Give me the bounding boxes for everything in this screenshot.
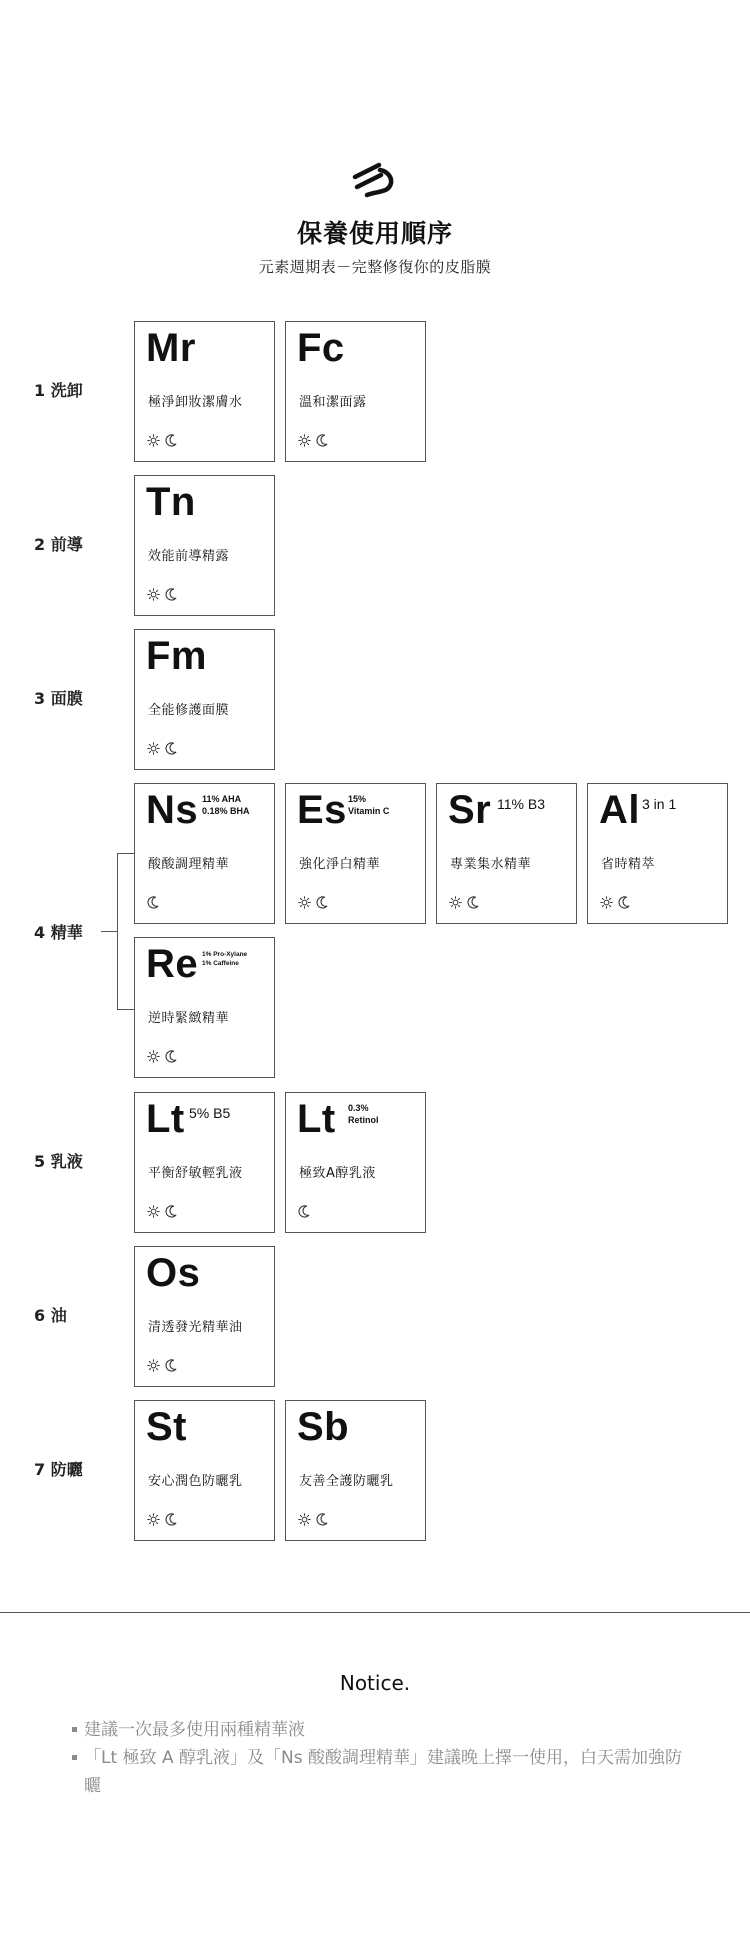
moon-icon: [147, 896, 159, 909]
serum-bracket: [117, 853, 118, 1010]
moon-icon: [165, 1050, 177, 1063]
product-card-al[interactable]: [587, 783, 728, 924]
usage-icons: [147, 1050, 177, 1063]
element-symbol: Sb: [297, 1405, 350, 1449]
step-label-prep: 2 前導: [34, 535, 83, 554]
usage-icons: [298, 1513, 328, 1526]
moon-icon: [298, 1205, 310, 1218]
notice-item: [72, 1744, 692, 1800]
usage-icons: [147, 896, 159, 909]
moon-icon: [618, 896, 630, 909]
element-symbol: Lt: [146, 1097, 185, 1141]
product-name: 清透發光精華油: [148, 1320, 243, 1335]
product-name: 溫和潔面露: [299, 395, 367, 410]
concentration-line-1: 0.3%: [348, 1103, 369, 1113]
product-name: 極致A醇乳液: [299, 1166, 376, 1181]
moon-icon: [316, 434, 328, 447]
usage-icons: [147, 434, 177, 447]
notice-title: Notice.: [339, 1671, 411, 1695]
usage-icons: [147, 588, 177, 601]
step-label-oil: 6 油: [34, 1306, 67, 1325]
product-card-lt-retinol[interactable]: [285, 1092, 426, 1233]
product-card-re[interactable]: [134, 937, 275, 1078]
concentration-line-1: 15%: [348, 794, 367, 804]
moon-icon: [316, 1513, 328, 1526]
product-card-sb[interactable]: [285, 1400, 426, 1541]
usage-icons: [298, 1205, 310, 1218]
notice-text: 「Lt 極致 A 醇乳液」及「Ns 酸酸調理精華」建議晚上擇一使用，白天需加強防曬: [84, 1748, 682, 1796]
product-name: 酸酸調理精華: [148, 857, 230, 872]
element-symbol: Fm: [146, 634, 207, 678]
sun-icon: [600, 896, 613, 909]
moon-icon: [165, 588, 177, 601]
step-label-serum: 4 精華: [34, 923, 83, 942]
concentration-label: [348, 793, 389, 817]
usage-icons: [147, 1513, 177, 1526]
concentration-label: [202, 950, 247, 968]
concentration-label: [202, 793, 250, 817]
sun-icon: [449, 896, 462, 909]
sun-icon: [147, 742, 160, 755]
format-label: 3 in 1: [642, 796, 677, 812]
brand-logo: [349, 157, 401, 205]
moon-icon: [467, 896, 479, 909]
moon-icon: [165, 1205, 177, 1218]
product-card-ns[interactable]: [134, 783, 275, 924]
concentration-line-1: 11% AHA: [202, 794, 242, 804]
product-card-mr[interactable]: [134, 321, 275, 462]
element-symbol: Os: [146, 1251, 201, 1295]
moon-icon: [165, 742, 177, 755]
usage-icons: [600, 896, 630, 909]
section-divider: [0, 1612, 750, 1613]
usage-icons: [147, 742, 177, 755]
sun-icon: [147, 434, 160, 447]
element-symbol: St: [146, 1405, 187, 1449]
product-name: 安心潤色防曬乳: [148, 1474, 243, 1489]
concentration-label: 11% B3: [497, 796, 545, 812]
concentration-line-1: 1% Pro-Xylane: [202, 951, 248, 958]
concentration-line-2: 0.18% BHA: [202, 806, 250, 816]
sun-icon: [147, 1050, 160, 1063]
concentration-label: 5% B5: [189, 1105, 231, 1121]
product-name: 強化淨白精華: [299, 857, 381, 872]
element-symbol: Lt: [297, 1097, 336, 1141]
concentration-label: [348, 1102, 379, 1126]
product-card-es[interactable]: [285, 783, 426, 924]
concentration-line-2: 1% Caffeine: [202, 960, 239, 967]
element-symbol: Tn: [146, 480, 196, 524]
product-card-st[interactable]: [134, 1400, 275, 1541]
element-symbol: Re: [146, 942, 199, 986]
step-label-lotion: 5 乳液: [34, 1152, 83, 1171]
element-symbol: Al: [599, 788, 640, 832]
serum-bracket-bottom: [117, 1009, 134, 1010]
concentration-line-2: Vitamin C: [348, 806, 390, 816]
step-label-cleanse: 1 洗卸: [34, 381, 83, 400]
product-card-fc[interactable]: [285, 321, 426, 462]
sun-icon: [147, 588, 160, 601]
usage-icons: [298, 434, 328, 447]
sun-icon: [147, 1513, 160, 1526]
moon-icon: [165, 1513, 177, 1526]
product-name: 專業集水精華: [450, 857, 532, 872]
moon-icon: [165, 1359, 177, 1372]
element-symbol: Mr: [146, 326, 196, 370]
product-name: 平衡舒敏輕乳液: [148, 1166, 243, 1181]
serum-bracket-tick: [101, 931, 117, 932]
product-name: 友善全護防曬乳: [299, 1474, 394, 1489]
page-title: 保養使用順序: [296, 219, 453, 248]
product-name: 極淨卸妝潔膚水: [148, 395, 243, 410]
product-card-os[interactable]: [134, 1246, 275, 1387]
product-name: 效能前導精露: [148, 549, 230, 564]
element-symbol: Ns: [146, 788, 199, 832]
page-subtitle: 元素週期表－完整修復你的皮脂膜: [258, 258, 492, 276]
sun-icon: [298, 434, 311, 447]
element-symbol: Sr: [448, 788, 492, 832]
sun-icon: [298, 896, 311, 909]
moon-icon: [165, 434, 177, 447]
notice-item: [72, 1716, 692, 1744]
product-card-sr[interactable]: [436, 783, 577, 924]
step-label-sunscreen: 7 防曬: [34, 1460, 83, 1479]
bullet-icon: [72, 1755, 77, 1760]
product-card-lt-b5[interactable]: [134, 1092, 275, 1233]
product-card-tn[interactable]: [134, 475, 275, 616]
sun-icon: [298, 1513, 311, 1526]
serum-bracket-top: [117, 853, 134, 854]
step-label-mask: 3 面膜: [34, 689, 83, 708]
element-symbol: Es: [297, 788, 347, 832]
sun-icon: [147, 1359, 160, 1372]
usage-icons: [147, 1205, 177, 1218]
notice-text: 建議一次最多使用兩種精華液: [84, 1720, 305, 1740]
sun-icon: [147, 1205, 160, 1218]
product-name: 全能修護面膜: [148, 703, 230, 718]
product-name: 省時精萃: [601, 857, 656, 872]
product-name: 逆時緊緻精華: [148, 1011, 230, 1026]
product-card-fm[interactable]: [134, 629, 275, 770]
moon-icon: [316, 896, 328, 909]
bullet-icon: [72, 1727, 77, 1732]
concentration-line-2: Retinol: [348, 1115, 379, 1125]
usage-icons: [147, 1359, 177, 1372]
element-symbol: Fc: [297, 326, 345, 370]
notice-list: [72, 1716, 692, 1800]
usage-icons: [449, 896, 479, 909]
usage-icons: [298, 896, 328, 909]
